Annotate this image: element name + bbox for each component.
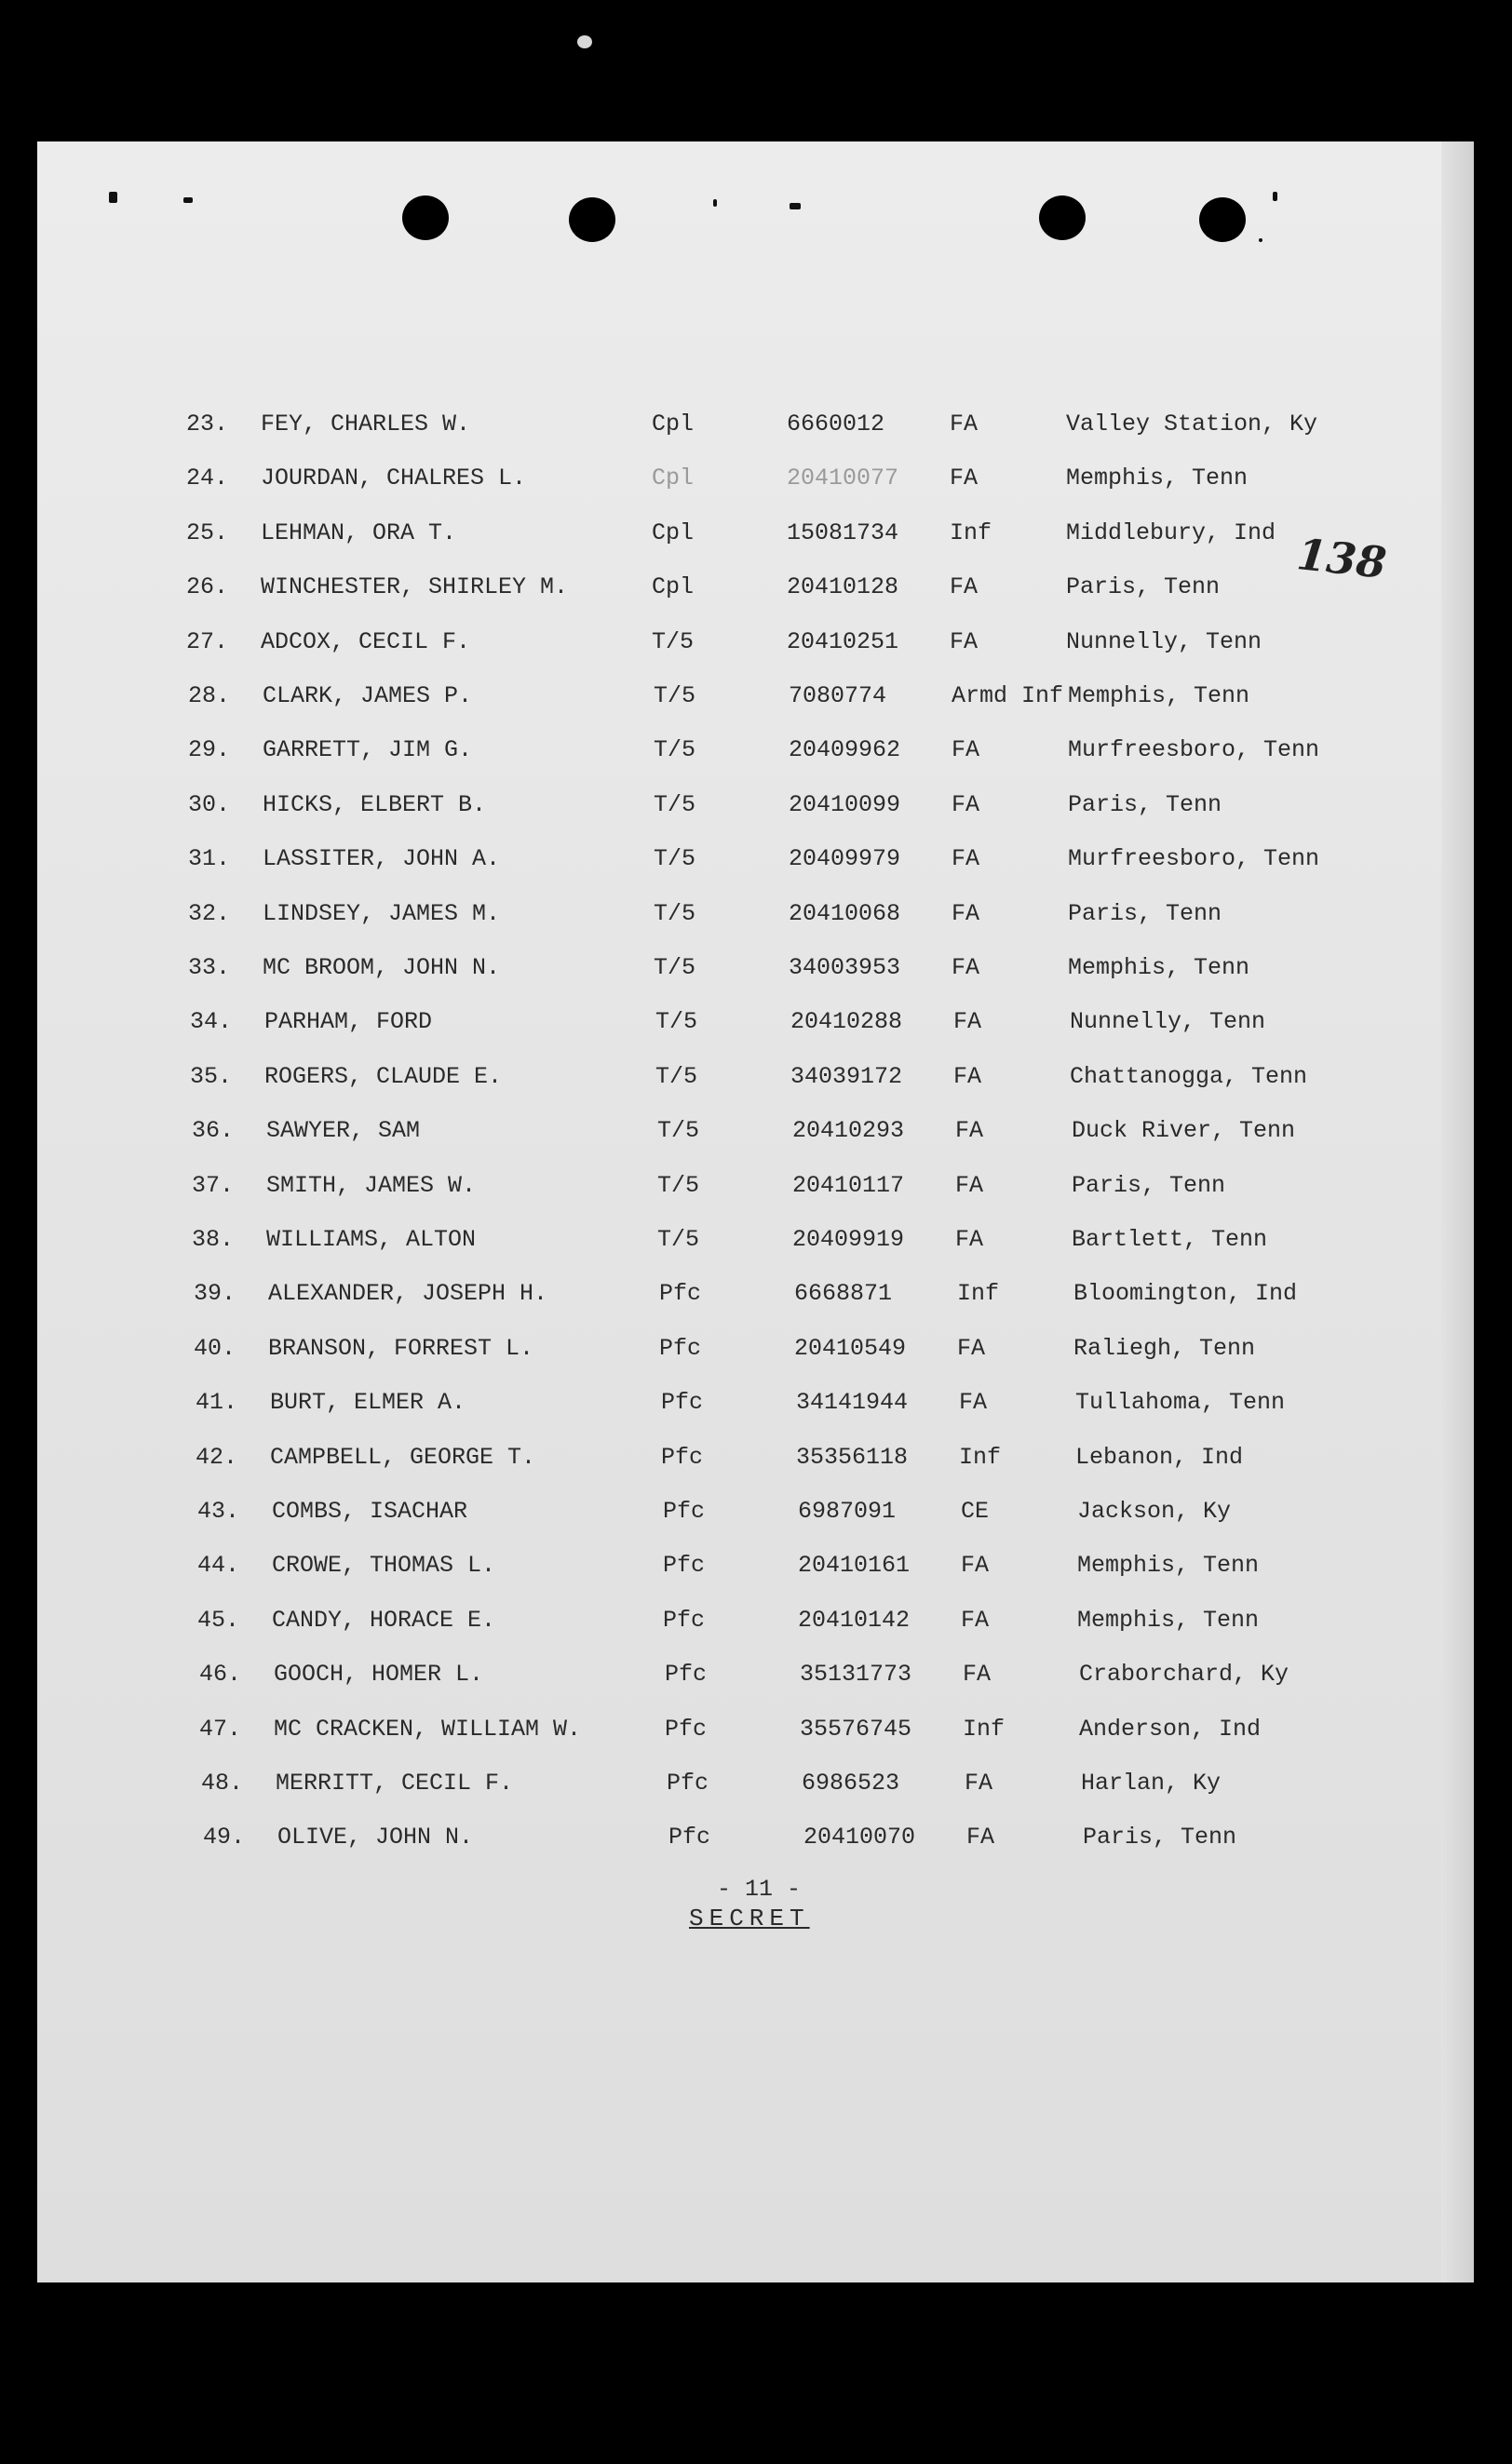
entry-number: 38. xyxy=(192,1226,235,1253)
arm-of-service: Inf xyxy=(963,1716,1006,1743)
arm-of-service: Inf xyxy=(959,1444,1002,1471)
home-town: Murfreesboro, Tenn xyxy=(1068,736,1320,763)
serial-number: 6660012 xyxy=(787,411,885,438)
roster-row xyxy=(190,1063,1400,1100)
serial-number: 35356118 xyxy=(796,1444,909,1471)
soldier-name: ALEXANDER, JOSEPH H. xyxy=(268,1280,548,1307)
home-town: Nunnelly, Tenn xyxy=(1066,628,1262,655)
rank-grade: T/5 xyxy=(654,736,696,763)
home-town: Memphis, Tenn xyxy=(1066,465,1249,491)
rank-grade: T/5 xyxy=(654,845,696,872)
soldier-name: GOOCH, HOMER L. xyxy=(274,1661,484,1688)
home-town: Lebanon, Ind xyxy=(1075,1444,1244,1471)
arm-of-service: Inf xyxy=(950,519,992,546)
arm-of-service: FA xyxy=(955,1226,984,1253)
rank-grade: Cpl xyxy=(652,519,695,546)
soldier-name: SAWYER, SAM xyxy=(266,1117,421,1144)
roster-row xyxy=(186,573,1397,611)
rank-grade: Pfc xyxy=(665,1716,708,1743)
roster-row xyxy=(188,682,1398,720)
home-town: Memphis, Tenn xyxy=(1068,954,1250,981)
entry-number: 27. xyxy=(186,628,229,655)
arm-of-service: FA xyxy=(961,1607,990,1634)
roster-row xyxy=(186,519,1397,557)
soldier-name: LINDSEY, JAMES M. xyxy=(263,900,501,927)
soldier-name: MERRITT, CECIL F. xyxy=(276,1770,514,1797)
entry-number: 43. xyxy=(197,1498,240,1525)
home-town: Raliegh, Tenn xyxy=(1073,1335,1256,1362)
rank-grade: Pfc xyxy=(663,1498,706,1525)
roster-row xyxy=(197,1552,1408,1589)
rank-grade: Pfc xyxy=(668,1824,711,1851)
arm-of-service: FA xyxy=(950,573,979,600)
roster-row xyxy=(186,628,1397,666)
rank-grade: T/5 xyxy=(657,1226,700,1253)
serial-number: 20410099 xyxy=(789,791,901,818)
rank-grade: Pfc xyxy=(659,1335,702,1362)
arm-of-service: FA xyxy=(957,1335,986,1362)
entry-number: 40. xyxy=(194,1335,236,1362)
arm-of-service: FA xyxy=(950,411,979,438)
home-town: Murfreesboro, Tenn xyxy=(1068,845,1320,872)
home-town: Paris, Tenn xyxy=(1068,791,1222,818)
entry-number: 25. xyxy=(186,519,229,546)
roster-row xyxy=(192,1226,1402,1263)
entry-number: 30. xyxy=(188,791,231,818)
rank-grade: Pfc xyxy=(663,1552,706,1579)
entry-number: 36. xyxy=(192,1117,235,1144)
arm-of-service: FA xyxy=(963,1661,992,1688)
arm-of-service: FA xyxy=(953,1008,982,1035)
home-town: Tullahoma, Tenn xyxy=(1075,1389,1286,1416)
soldier-name: PARHAM, FORD xyxy=(264,1008,433,1035)
home-town: Paris, Tenn xyxy=(1083,1824,1237,1851)
roster-row xyxy=(199,1661,1410,1698)
serial-number: 20410070 xyxy=(803,1824,916,1851)
entry-number: 28. xyxy=(188,682,231,709)
rank-grade: T/5 xyxy=(652,628,695,655)
entry-number: 31. xyxy=(188,845,231,872)
serial-number: 35131773 xyxy=(800,1661,912,1688)
rank-grade: Cpl xyxy=(652,465,695,491)
serial-number: 20410128 xyxy=(787,573,899,600)
soldier-name: HICKS, ELBERT B. xyxy=(263,791,487,818)
rank-grade: T/5 xyxy=(657,1117,700,1144)
roster-row xyxy=(188,791,1398,828)
soldier-name: MC CRACKEN, WILLIAM W. xyxy=(274,1716,582,1743)
roster-row xyxy=(201,1770,1411,1807)
soldier-name: LEHMAN, ORA T. xyxy=(261,519,457,546)
roster-row xyxy=(197,1498,1408,1535)
arm-of-service: FA xyxy=(955,1172,984,1199)
serial-number: 6986523 xyxy=(802,1770,900,1797)
serial-number: 34141944 xyxy=(796,1389,909,1416)
serial-number: 34003953 xyxy=(789,954,901,981)
entry-number: 23. xyxy=(186,411,229,438)
roster-row xyxy=(186,465,1397,502)
rank-grade: T/5 xyxy=(654,954,696,981)
arm-of-service: FA xyxy=(952,791,980,818)
entry-number: 46. xyxy=(199,1661,242,1688)
serial-number: 20410251 xyxy=(787,628,899,655)
rank-grade: T/5 xyxy=(655,1008,698,1035)
home-town: Harlan, Ky xyxy=(1081,1770,1222,1797)
serial-number: 20409962 xyxy=(789,736,901,763)
arm-of-service: CE xyxy=(961,1498,990,1525)
serial-number: 20410068 xyxy=(789,900,901,927)
entry-number: 26. xyxy=(186,573,229,600)
roster-row xyxy=(199,1716,1410,1753)
soldier-name: CANDY, HORACE E. xyxy=(272,1607,496,1634)
serial-number: 20409979 xyxy=(789,845,901,872)
rank-grade: Cpl xyxy=(652,411,695,438)
rank-grade: Pfc xyxy=(659,1280,702,1307)
rank-grade: T/5 xyxy=(654,900,696,927)
serial-number: 6987091 xyxy=(798,1498,897,1525)
rank-grade: T/5 xyxy=(654,791,696,818)
serial-number: 34039172 xyxy=(790,1063,903,1090)
soldier-name: COMBS, ISACHAR xyxy=(272,1498,468,1525)
home-town: Paris, Tenn xyxy=(1068,900,1222,927)
entry-number: 32. xyxy=(188,900,231,927)
arm-of-service: FA xyxy=(961,1552,990,1579)
home-town: Middlebury, Ind xyxy=(1066,519,1276,546)
home-town: Memphis, Tenn xyxy=(1077,1607,1260,1634)
entry-number: 35. xyxy=(190,1063,233,1090)
serial-number: 7080774 xyxy=(789,682,887,709)
arm-of-service: FA xyxy=(952,900,980,927)
soldier-name: JOURDAN, CHALRES L. xyxy=(261,465,527,491)
soldier-name: MC BROOM, JOHN N. xyxy=(263,954,501,981)
arm-of-service: FA xyxy=(952,845,980,872)
soldier-name: BURT, ELMER A. xyxy=(270,1389,466,1416)
serial-number: 20410288 xyxy=(790,1008,903,1035)
arm-of-service: Inf xyxy=(957,1280,1000,1307)
home-town: Chattanogga, Tenn xyxy=(1070,1063,1308,1090)
soldier-name: SMITH, JAMES W. xyxy=(266,1172,477,1199)
arm-of-service: FA xyxy=(950,465,979,491)
arm-of-service: FA xyxy=(952,954,980,981)
entry-number: 49. xyxy=(203,1824,246,1851)
soldier-name: GARRETT, JIM G. xyxy=(263,736,473,763)
home-town: Jackson, Ky xyxy=(1077,1498,1232,1525)
serial-number: 20410161 xyxy=(798,1552,911,1579)
serial-number: 20410142 xyxy=(798,1607,911,1634)
rank-grade: Cpl xyxy=(652,573,695,600)
roster-row xyxy=(186,411,1397,448)
entry-number: 24. xyxy=(186,465,229,491)
arm-of-service: FA xyxy=(959,1389,988,1416)
roster-row xyxy=(203,1824,1413,1861)
soldier-name: ROGERS, CLAUDE E. xyxy=(264,1063,503,1090)
soldier-name: WINCHESTER, SHIRLEY M. xyxy=(261,573,569,600)
home-town: Nunnelly, Tenn xyxy=(1070,1008,1266,1035)
rank-grade: T/5 xyxy=(655,1063,698,1090)
serial-number: 15081734 xyxy=(787,519,899,546)
arm-of-service: FA xyxy=(955,1117,984,1144)
entry-number: 44. xyxy=(197,1552,240,1579)
roster-row xyxy=(190,1008,1400,1045)
roster-row xyxy=(194,1335,1404,1372)
arm-of-service: FA xyxy=(950,628,979,655)
roster-row xyxy=(196,1444,1406,1481)
serial-number: 20410293 xyxy=(792,1117,905,1144)
entry-number: 34. xyxy=(190,1008,233,1035)
arm-of-service: FA xyxy=(966,1824,995,1851)
soldier-name: FEY, CHARLES W. xyxy=(261,411,471,438)
home-town: Valley Station, Ky xyxy=(1066,411,1318,438)
soldier-name: CLARK, JAMES P. xyxy=(263,682,473,709)
home-town: Memphis, Tenn xyxy=(1068,682,1250,709)
soldier-name: WILLIAMS, ALTON xyxy=(266,1226,477,1253)
entry-number: 47. xyxy=(199,1716,242,1743)
rank-grade: T/5 xyxy=(654,682,696,709)
entry-number: 29. xyxy=(188,736,231,763)
roster-row xyxy=(188,736,1398,774)
serial-number: 35576745 xyxy=(800,1716,912,1743)
home-town: Memphis, Tenn xyxy=(1077,1552,1260,1579)
rank-grade: Pfc xyxy=(663,1607,706,1634)
serial-number: 20410117 xyxy=(792,1172,905,1199)
entry-number: 33. xyxy=(188,954,231,981)
arm-of-service: FA xyxy=(953,1063,982,1090)
roster-row xyxy=(196,1389,1406,1426)
rank-grade: T/5 xyxy=(657,1172,700,1199)
serial-number: 20410077 xyxy=(787,465,899,491)
soldier-name: OLIVE, JOHN N. xyxy=(277,1824,474,1851)
roster-row xyxy=(188,900,1398,937)
entry-number: 42. xyxy=(196,1444,238,1471)
serial-number: 20409919 xyxy=(792,1226,905,1253)
home-town: Craborchard, Ky xyxy=(1079,1661,1289,1688)
entry-number: 41. xyxy=(196,1389,238,1416)
soldier-name: CROWE, THOMAS L. xyxy=(272,1552,496,1579)
roster-row xyxy=(197,1607,1408,1644)
roster-row xyxy=(188,845,1398,882)
roster-row xyxy=(188,954,1398,991)
soldier-name: CAMPBELL, GEORGE T. xyxy=(270,1444,536,1471)
serial-number: 6668871 xyxy=(794,1280,893,1307)
home-town: Bloomington, Ind xyxy=(1073,1280,1298,1307)
soldier-name: BRANSON, FORREST L. xyxy=(268,1335,534,1362)
roster-row xyxy=(192,1172,1402,1209)
arm-of-service: Armd Inf xyxy=(952,682,1064,709)
rank-grade: Pfc xyxy=(661,1389,704,1416)
arm-of-service: FA xyxy=(965,1770,993,1797)
entry-number: 37. xyxy=(192,1172,235,1199)
home-town: Anderson, Ind xyxy=(1079,1716,1262,1743)
roster-row xyxy=(194,1280,1404,1317)
entry-number: 39. xyxy=(194,1280,236,1307)
home-town: Bartlett, Tenn xyxy=(1072,1226,1268,1253)
home-town: Paris, Tenn xyxy=(1066,573,1221,600)
serial-number: 20410549 xyxy=(794,1335,907,1362)
classification-marking: SECRET xyxy=(689,1905,810,1932)
entry-number: 48. xyxy=(201,1770,244,1797)
page-footer-number: - 11 - xyxy=(717,1876,802,1903)
soldier-name: LASSITER, JOHN A. xyxy=(263,845,501,872)
rank-grade: Pfc xyxy=(665,1661,708,1688)
entry-number: 45. xyxy=(197,1607,240,1634)
home-town: Paris, Tenn xyxy=(1072,1172,1226,1199)
rank-grade: Pfc xyxy=(661,1444,704,1471)
home-town: Duck River, Tenn xyxy=(1072,1117,1296,1144)
rank-grade: Pfc xyxy=(667,1770,709,1797)
page-number-stamp: 138 xyxy=(1294,529,1389,588)
roster-row xyxy=(192,1117,1402,1154)
arm-of-service: FA xyxy=(952,736,980,763)
soldier-name: ADCOX, CECIL F. xyxy=(261,628,471,655)
